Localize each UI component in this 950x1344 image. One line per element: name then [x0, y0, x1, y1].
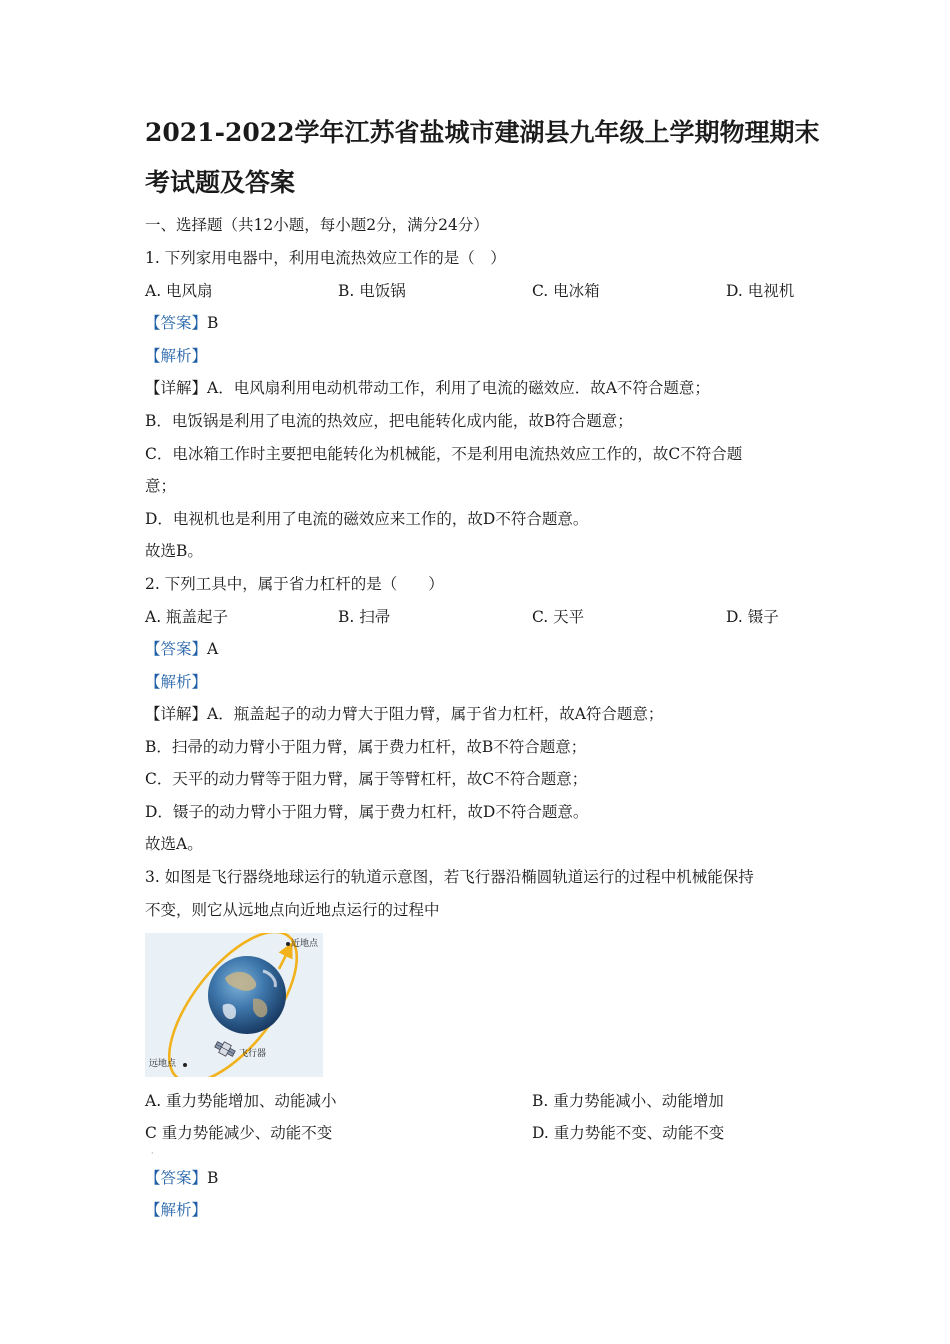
- q2-option-b: B. 扫帚: [338, 608, 391, 626]
- q1-detail-line-5: D．电视机也是利用了电流的磁效应来工作的，故D不符合题意。: [145, 510, 589, 528]
- q1-stem: 1. 下列家用电器中，利用电流热效应工作的是（ ）: [145, 249, 506, 267]
- q1-conclusion: 故选B。: [145, 542, 203, 560]
- q3-option-c: C 重力势能减少、动能不变: [145, 1124, 333, 1142]
- q2-answer: [145, 638, 218, 660]
- q3-analysis: [145, 1199, 207, 1221]
- q2-conclusion: 故选A。: [145, 835, 203, 853]
- stray-mark: ·: [151, 1149, 154, 1158]
- q1-answer: [145, 312, 218, 334]
- q2-option-d: D. 镊子: [726, 608, 779, 626]
- detail-label: 【详解】: [145, 705, 208, 723]
- q3-stem-line-1: 3. 如图是飞行器绕地球运行的轨道示意图，若飞行器沿椭圆轨道运行的过程中机械能保持: [145, 868, 754, 886]
- spacecraft-icon: [213, 1039, 236, 1059]
- detail-label: 【详解】: [145, 379, 208, 397]
- q1-detail-line-3: C．电冰箱工作时主要把电能转化为机械能，不是利用电流热效应工作的，故C不符合题: [145, 445, 743, 463]
- spacecraft-label: 飞行器: [239, 1049, 267, 1059]
- analysis-label: 【解析】: [145, 1201, 208, 1219]
- apogee-label: 远地点: [149, 1059, 177, 1069]
- q1-option-a: A. 电风扇: [145, 282, 213, 300]
- q2-detail-line-2: B．扫帚的动力臂小于阻力臂，属于费力杠杆，故B不符合题意；: [145, 738, 587, 756]
- perigee-point: [286, 942, 290, 946]
- q2-detail-line-3: C．天平的动力臂等于阻力臂，属于等臂杠杆，故C不符合题意；: [145, 770, 588, 788]
- q2-stem: 2. 下列工具中，属于省力杠杆的是（ ）: [145, 575, 444, 593]
- orbit-direction-arrow: [279, 949, 289, 969]
- answer-label: 【答案】: [145, 314, 208, 332]
- q2-answer-value: A: [207, 640, 219, 658]
- section-heading: 一、选择题（共12小题，每小题2分，满分24分）: [145, 216, 489, 234]
- q1-detail-first: A．电风扇利用电动机带动工作，利用了电流的磁效应．故A不符合题意；: [207, 379, 710, 397]
- q3-answer-value: B: [207, 1169, 219, 1187]
- q2-detail-line-1: [145, 703, 663, 725]
- q2-analysis: [145, 671, 207, 693]
- apogee-point: [183, 1063, 187, 1067]
- q3-stem-line-2: 不变，则它从远地点向近地点运行的过程中: [145, 901, 440, 919]
- perigee-label: 近地点: [291, 939, 319, 949]
- q1-detail-line-4: 意；: [145, 477, 177, 495]
- q2-option-a: A. 瓶盖起子: [145, 608, 229, 626]
- document-title-line-2: 考试题及答案: [145, 168, 296, 197]
- analysis-label: 【解析】: [145, 673, 208, 691]
- q1-option-d: D. 电视机: [726, 282, 795, 300]
- q3-option-d: D. 重力势能不变、动能不变: [532, 1124, 725, 1142]
- q1-option-c: C. 电冰箱: [532, 282, 600, 300]
- answer-label: 【答案】: [145, 1169, 208, 1187]
- q3-option-a: A. 重力势能增加、动能减小: [145, 1092, 337, 1110]
- answer-label: 【答案】: [145, 640, 208, 658]
- q2-detail-first: A．瓶盖起子的动力臂大于阻力臂，属于省力杠杆，故A符合题意；: [207, 705, 664, 723]
- analysis-label: 【解析】: [145, 347, 208, 365]
- document-title-line-1: 2021-2022学年江苏省盐城市建湖县九年级上学期物理期末: [145, 118, 820, 147]
- q1-option-b: B. 电饭锅: [338, 282, 406, 300]
- q2-detail-line-4: D．镊子的动力臂小于阻力臂，属于费力杠杆，故D不符合题意。: [145, 803, 589, 821]
- q1-detail-line-2: B．电饭锅是利用了电流的热效应，把电能转化成内能，故B符合题意；: [145, 412, 633, 430]
- q2-option-c: C. 天平: [532, 608, 585, 626]
- q1-analysis: [145, 345, 207, 367]
- orbit-diagram-graphic: [145, 933, 323, 1077]
- q1-detail-line-1: [145, 377, 710, 399]
- q3-option-b: B. 重力势能减小、动能增加: [532, 1092, 724, 1110]
- q3-answer: [145, 1167, 218, 1189]
- earth-globe: [208, 956, 286, 1034]
- orbit-diagram: [145, 933, 323, 1077]
- q1-answer-value: B: [207, 314, 219, 332]
